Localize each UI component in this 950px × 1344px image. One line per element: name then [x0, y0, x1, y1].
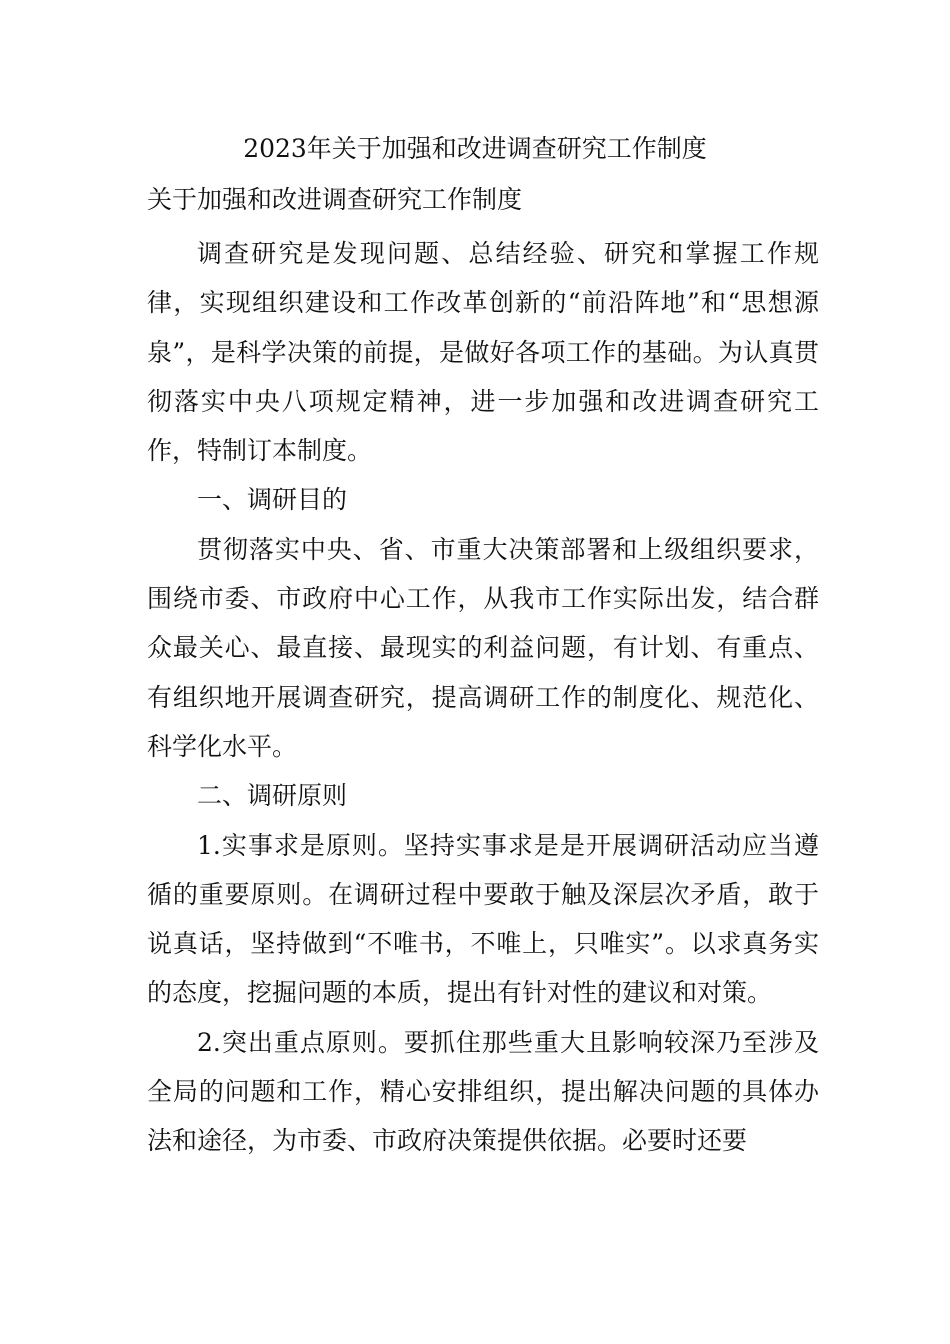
- principle-paragraph-2: 2.突出重点原则。要抓住那些重大且影响较深乃至涉及全局的问题和工作，精心安排组织，提出解决问题的具体办法和途径，为市委、市政府决策提供依据。必要时还要: [147, 1027, 819, 1156]
- intro-paragraph: 调查研究是发现问题、总结经验、研究和掌握工作规律，实现组织建设和工作改革创新的“前沿阵地”和“思想源泉”，是科学决策的前提，是做好各项工作的基础。为认真贯彻落实中央八项规定精神，进一步加强和改进调查研究工作，特制订本制度。: [147, 239, 819, 466]
- section-heading-principles: 二、调研原则: [197, 781, 348, 811]
- document-subtitle: 关于加强和改进调查研究工作制度: [147, 185, 523, 214]
- document-title: 2023年关于加强和改进调查研究工作制度: [243, 134, 707, 163]
- purpose-paragraph: 贯彻落实中央、省、市重大决策部署和上级组织要求，围绕市委、市政府中心工作，从我市工作实际出发，结合群众最关心、最直接、最现实的利益问题，有计划、有重点、有组织地开展调查研究，提高调研工作的制度化、规范化、科学化水平。: [147, 534, 819, 761]
- document-body: [147, 229, 819, 1166]
- principle-paragraph-1: 1.实事求是原则。坚持实事求是是开展调研活动应当遵循的重要原则。在调研过程中要敢于触及深层次矛盾，敢于说真话，坚持做到“不唯书，不唯上，只唯实”。以求真务实的态度，挖掘问题的本质，提出有针对性的建议和对策。: [147, 830, 819, 1008]
- section-heading-purpose: 一、调研目的: [197, 485, 348, 515]
